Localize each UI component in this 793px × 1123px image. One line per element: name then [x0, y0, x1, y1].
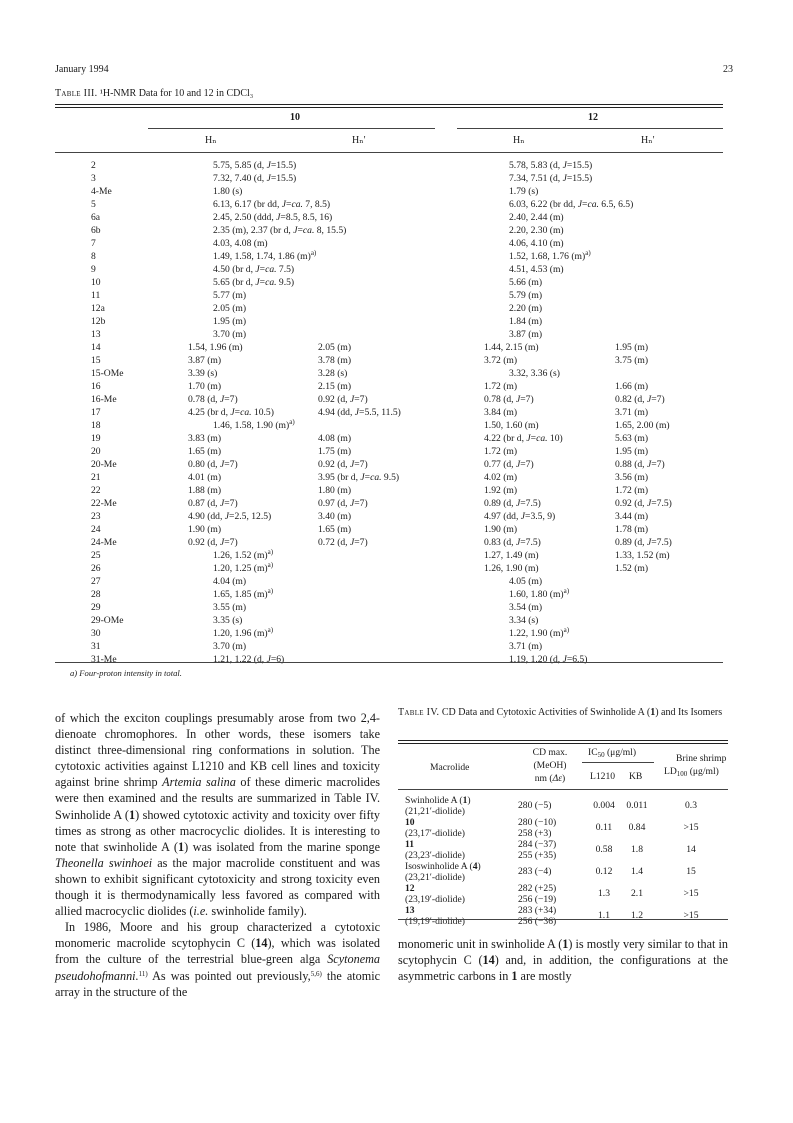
table3-cell-a: 3.70 (m): [213, 641, 247, 652]
table3-group12-rule: [457, 128, 723, 129]
table3-col-hn-12: Hₙ: [513, 135, 525, 146]
table4-kb-value: 2.1: [631, 888, 643, 899]
table3-cell-pos: 31: [91, 641, 101, 652]
table3-cell-a: 1.95 (m): [213, 316, 247, 327]
table3-row: [0, 628, 793, 641]
table4-l1210-value: 0.58: [595, 844, 613, 855]
table3-row: [0, 407, 793, 420]
table4-brine-value: 14: [686, 844, 696, 855]
table4-macrolide-diolide: (19,19′-diolide): [405, 916, 465, 927]
table3-cell-c: 1.90 (m): [484, 524, 518, 535]
table3-cell-pos: 6a: [91, 212, 101, 223]
table3-cell-pos: 20: [91, 446, 101, 457]
table3-cell-c: 7.34, 7.51 (d, J=15.5): [509, 173, 593, 184]
table4-brine-value: 0.3: [685, 800, 697, 811]
table3-row: [0, 186, 793, 199]
table4-macrolide-name: 11: [405, 839, 415, 850]
table3-row: [0, 264, 793, 277]
table3-row: [0, 160, 793, 173]
table3-cell-pos: 8: [91, 251, 96, 262]
table3-cell-pos: 15-OMe: [91, 368, 124, 379]
table4-header-macrolide: Macrolide: [430, 762, 470, 773]
table3-row: [0, 303, 793, 316]
table3-cell-c: 1.72 (m): [484, 446, 518, 457]
table3-cell-d: 3.71 (m): [615, 407, 649, 418]
table3-cell-d: 0.89 (d, J=7.5): [615, 537, 672, 548]
table3-cell-a: 7.32, 7.40 (d, J=15.5): [213, 173, 297, 184]
table3-cell-a: 5.65 (br d, J=ca. 9.5): [213, 277, 295, 288]
table3-cell-c: 3.87 (m): [509, 329, 543, 340]
table3-cell-a: 5.75, 5.85 (d, J=15.5): [213, 160, 297, 171]
table3-row: [0, 290, 793, 303]
table3-header-rule: [55, 152, 723, 153]
table3-cell-d: 1.95 (m): [615, 342, 649, 353]
running-header-date: January 1994: [55, 64, 109, 75]
table3-row: [0, 394, 793, 407]
table3-col-hn-prime-10: Hₙ′: [352, 135, 366, 146]
table3-cell-d: 1.52 (m): [615, 563, 649, 574]
table3-cell-pos: 18: [91, 420, 101, 431]
table3-cell-a: 1.65, 1.85 $(m)^{a)}$: [213, 587, 274, 600]
table3-footnote: a) Four-proton intensity in total.: [70, 668, 182, 678]
table3-row: [0, 589, 793, 602]
table3-cell-b: 2.15 (m): [318, 381, 352, 392]
table4-cd-value: 283 (+34): [518, 905, 557, 916]
table3-row: [0, 173, 793, 186]
table3-cell-a: 2.05 (m): [213, 303, 247, 314]
table3-cell-c: 4.97 (dd, J=3.5, 9): [484, 511, 556, 522]
table3-cell-d: 5.63 (m): [615, 433, 649, 444]
table3-cell-pos: 31-Me: [91, 654, 117, 665]
table3-cell-d: 3.75 (m): [615, 355, 649, 366]
table3-cell-c: 4.51, 4.53 (m): [509, 264, 564, 275]
table3-cell-c: 3.54 (m): [509, 602, 543, 613]
table4-ic50-rule: [582, 762, 654, 763]
body-right-column: [398, 936, 728, 984]
table4-macrolide-diolide: (23,21′-diolide): [405, 872, 465, 883]
table3-group-12: 12: [588, 112, 598, 123]
table4-cd-value: 256 (−19): [518, 894, 557, 905]
table3-cell-c: 1.27, 1.49 (m): [484, 550, 539, 561]
table4-cd-value: 284 (−37): [518, 839, 557, 850]
table3-cell-c: 2.20 (m): [509, 303, 543, 314]
table3-cell-a: 0.78 (d, J=7): [188, 394, 238, 405]
table3-cell-c: 0.89 (d, J=7.5): [484, 498, 541, 509]
table3-row: [0, 550, 793, 563]
table3-cell-pos: 13: [91, 329, 101, 340]
table3-cell-a: 1.26, 1.52 $(m)^{a)}$: [213, 548, 274, 561]
table4-header-cd-3: nm (Δε): [534, 773, 566, 784]
table3-cell-a: 3.35 (s): [213, 615, 243, 626]
table3-cell-d: 0.88 (d, J=7): [615, 459, 665, 470]
table3-cell-a: 1.20, 1.96 $(m)^{a)}$: [213, 626, 274, 639]
table3-cell-pos: 25: [91, 550, 101, 561]
table3-cell-d: 1.95 (m): [615, 446, 649, 457]
table4-macrolide-diolide: (23,17′-diolide): [405, 828, 465, 839]
table3-col-hn-10: Hₙ: [205, 135, 217, 146]
table3-cell-pos: 21: [91, 472, 101, 483]
table3-cell-c: 1.84 (m): [509, 316, 543, 327]
table3-cell-pos: 29-OMe: [91, 615, 124, 626]
table3-cell-pos: 4-Me: [91, 186, 112, 197]
table3-cell-b: 4.94 (dd, J=5.5, 11.5): [318, 407, 401, 418]
table3-cell-c: 3.72 (m): [484, 355, 518, 366]
table3-cell-pos: 12b: [91, 316, 106, 327]
table3-cell-a: 1.65 (m): [188, 446, 222, 457]
table3-caption: [55, 88, 253, 99]
table3-cell-pos: 3: [91, 173, 96, 184]
table3-row: [0, 381, 793, 394]
table3-cell-c: 4.06, 4.10 (m): [509, 238, 564, 249]
table3-cell-pos: 5: [91, 199, 96, 210]
table3-cell-pos: 27: [91, 576, 101, 587]
table4-header-ic50: $IC_{50}$ (μg/ml): [588, 747, 637, 759]
table4-header-cd-1: CD max.: [532, 747, 568, 758]
table3-cell-pos: 14: [91, 342, 101, 353]
table4-header-l1210: L1210: [590, 771, 616, 782]
table4-bottom-rule: [398, 919, 728, 920]
table4-label: Table IV.: [398, 707, 440, 718]
table3-cell-d: 3.56 (m): [615, 472, 649, 483]
table3-cell-a: 4.25 (br d, J=ca. 10.5): [188, 407, 274, 418]
table3-cell-a: 1.49, 1.58, 1.74, 1.86 $(m)^{a)}$: [213, 249, 317, 262]
table3-cell-d: 0.82 (d, J=7): [615, 394, 665, 405]
table3-bottom-rule: [55, 662, 723, 663]
table3-top-rule: [55, 104, 723, 105]
table4-l1210-value: 1.3: [598, 888, 610, 899]
table3-row: [0, 316, 793, 329]
table4-macrolide-diolide: (23,23′-diolide): [405, 850, 465, 861]
table3-cell-a: 1.88 (m): [188, 485, 222, 496]
table4-kb-value: 1.8: [631, 844, 643, 855]
table3-row: [0, 251, 793, 264]
table3-cell-d: 1.72 (m): [615, 485, 649, 496]
table3-cell-pos: 19: [91, 433, 101, 444]
table4-cd-value: 280 (−5): [518, 800, 552, 811]
table3-cell-pos: 24: [91, 524, 101, 535]
table3-row: [0, 472, 793, 485]
table3-cell-a: 2.35 (m), 2.37 (br d, J=ca. 8, 15.5): [213, 225, 347, 236]
table3-cell-pos: 6b: [91, 225, 101, 236]
table3-cell-pos: 22: [91, 485, 101, 496]
table3-cell-a: 1.70 (m): [188, 381, 222, 392]
table3-cell-c: 3.71 (m): [509, 641, 543, 652]
table4-l1210-value: 0.12: [595, 866, 613, 877]
table3-cell-c: 0.78 (d, J=7): [484, 394, 534, 405]
table3-cell-a: 3.39 (s): [188, 368, 218, 379]
table4-kb-value: 1.2: [631, 910, 643, 921]
table4-l1210-value: 0.004: [593, 800, 615, 811]
table3-cell-a: 1.90 (m): [188, 524, 222, 535]
table3-row: [0, 615, 793, 628]
table3-cell-b: 2.05 (m): [318, 342, 352, 353]
table3-row: [0, 238, 793, 251]
table3-cell-pos: 15: [91, 355, 101, 366]
table3-row: [0, 355, 793, 368]
body-left-column: [55, 710, 380, 1000]
table3-cell-d: 0.92 (d, J=7.5): [615, 498, 672, 509]
table3-cell-a: 1.21, 1.22 (d, J=6): [213, 654, 285, 665]
table3-cell-d: 3.44 (m): [615, 511, 649, 522]
body-left-paragraph-2: In 1986, Moore and his group characterized a cytotoxic monomeric macrolide scytophycin C (14), which was isolated from the culture of the terrestrial blue-green alga Scytonema pseudohofmanni.$^{11)}$ As was pointed out previously,$^{5,6)}$ the atomic array in the structure of the: [55, 920, 380, 999]
table3-cell-a: 0.80 (d, J=7): [188, 459, 238, 470]
table3-row: [0, 446, 793, 459]
body-right-paragraph-1: monomeric unit in swinholide A (1) is mostly very similar to that in scytophycin C (14) and, in addition, the configurations at the asymmetric carbons in 1 are mostly: [398, 937, 728, 984]
table3-row: [0, 420, 793, 433]
table3-cell-pos: 30: [91, 628, 101, 639]
table4-header-rule: [398, 789, 728, 790]
table3-cell-c: 3.84 (m): [484, 407, 518, 418]
table3-cell-c: 1.79 (s): [509, 186, 539, 197]
table3-cell-a: 3.70 (m): [213, 329, 247, 340]
table3-cell-c: 1.60, 1.80 $(m)^{a)}$: [509, 587, 570, 600]
table3-row: [0, 212, 793, 225]
table3-row: [0, 199, 793, 212]
table4-header-kb: KB: [629, 771, 643, 782]
table3-cell-a: 4.90 (dd, J=2.5, 12.5): [188, 511, 272, 522]
table3-row: [0, 641, 793, 654]
table3-row: [0, 524, 793, 537]
table4-cd-value: 256 (−36): [518, 916, 557, 927]
table3-cell-b: 1.80 (m): [318, 485, 352, 496]
table4-cd-value: 280 (−10): [518, 817, 557, 828]
table4-l1210-value: 1.1: [598, 910, 610, 921]
table4-caption: [398, 707, 728, 719]
table3-row: [0, 498, 793, 511]
table3-cell-b: 4.08 (m): [318, 433, 352, 444]
table4-caption-text: CD Data and Cytotoxic Activities of Swinholide A (1) and Its Isomers: [441, 707, 723, 718]
table3-cell-a: 4.01 (m): [188, 472, 222, 483]
table3-cell-pos: 9: [91, 264, 96, 275]
table3-cell-d: 1.66 (m): [615, 381, 649, 392]
table3-cell-c: 0.83 (d, J=7.5): [484, 537, 541, 548]
table3-row: [0, 342, 793, 355]
table3-cell-pos: 2: [91, 160, 96, 171]
table3-cell-b: 3.40 (m): [318, 511, 352, 522]
table3-group-10: 10: [290, 112, 300, 123]
table3-cell-a: 1.46, 1.58, 1.90 $(m)^{a)}$: [213, 418, 295, 431]
table3-row: [0, 511, 793, 524]
table4-brine-value: >15: [683, 822, 699, 833]
table3-cell-pos: 28: [91, 589, 101, 600]
table4-cd-value: 255 (+35): [518, 850, 557, 861]
table3-cell-pos: 23: [91, 511, 101, 522]
table3-cell-b: 3.28 (s): [318, 368, 348, 379]
table4-top-rule: [398, 740, 728, 741]
table4-macrolide-name: Swinholide A (1): [405, 795, 471, 806]
table3-row: [0, 576, 793, 589]
table3-row: [0, 563, 793, 576]
table3-cell-a: 3.83 (m): [188, 433, 222, 444]
table4-top-rule-2: [398, 743, 728, 744]
table3-cell-a: 6.13, 6.17 (br dd, J=ca. 7, 8.5): [213, 199, 331, 210]
table3-cell-a: 0.87 (d, J=7): [188, 498, 238, 509]
table3-caption-text: ¹H-NMR Data for 10 and 12 in CDCl₃: [99, 88, 254, 99]
table4-header-brine-2: $LD_{100}$ (μg/ml): [664, 766, 719, 778]
table3-row: [0, 225, 793, 238]
table3-cell-c: 1.19, 1.20 (d, J=6.5): [509, 654, 588, 665]
table3-group10-rule: [148, 128, 435, 129]
table4-cd-value: 258 (+3): [518, 828, 552, 839]
table3-cell-a: 2.45, 2.50 (ddd, J=8.5, 8.5, 16): [213, 212, 333, 223]
table3-cell-c: 4.02 (m): [484, 472, 518, 483]
table4-cd-value: 282 (+25): [518, 883, 557, 894]
table4-header-cd-2: (MeOH): [533, 760, 567, 771]
table3-cell-c: 1.26, 1.90 (m): [484, 563, 539, 574]
table3-cell-b: 3.78 (m): [318, 355, 352, 366]
table3-cell-pos: 24-Me: [91, 537, 117, 548]
table3-cell-c: 3.32, 3.36 (s): [509, 368, 560, 379]
table4-macrolide-name: 13: [405, 905, 415, 916]
table3-cell-pos: 10: [91, 277, 101, 288]
table3-cell-b: 3.95 (br d, J=ca. 9.5): [318, 472, 400, 483]
table3-cell-c: 2.40, 2.44 (m): [509, 212, 564, 223]
table3-cell-pos: 26: [91, 563, 101, 574]
table4-l1210-value: 0.11: [595, 822, 613, 833]
table4-macrolide-name: Isoswinholide A (4): [405, 861, 481, 872]
table3-cell-d: 1.78 (m): [615, 524, 649, 535]
table3-cell-c: 3.34 (s): [509, 615, 539, 626]
table3-label: Table III.: [55, 88, 98, 99]
table3-cell-c: 5.79 (m): [509, 290, 543, 301]
table3-cell-b: 0.97 (d, J=7): [318, 498, 368, 509]
table3-cell-pos: 12a: [91, 303, 105, 314]
table3-row: [0, 485, 793, 498]
table3-cell-d: 1.33, 1.52 (m): [615, 550, 670, 561]
table3-top-rule-2: [55, 107, 723, 108]
table4-brine-value: >15: [683, 888, 699, 899]
table3-cell-d: 1.65, 2.00 (m): [615, 420, 670, 431]
table3-cell-a: 0.92 (d, J=7): [188, 537, 238, 548]
table3-cell-a: 5.77 (m): [213, 290, 247, 301]
table3-cell-c: 1.92 (m): [484, 485, 518, 496]
body-left-paragraph-1: of which the exciton couplings presumably arose from two 2,4-dienoate chromophores. In other words, these isomers take distinct three-dimensional ring conformations in solution. The cytotoxic activities against L1210 and KB cell lines and toxicity against brine shrimp Artemia salina of these dimeric macrolides were then examined and the results are summarized in Table IV. Swinholide A (1) showed cytotoxic activity and toxicity over fifty times as strong as other macrocyclic diolides. It is interesting to note that swinholide A (1) was isolated from the marine sponge Theonella swinhoei as the major macrolide constituent and was shown to exhibit significant cytotoxicity and strong toxicity even though it is thermodynamically less favored as compared with allied macrocyclic diolides (i.e. swinholide family).: [55, 711, 380, 919]
table3-cell-c: 1.52, 1.68, 1.76 $(m)^{a)}$: [509, 249, 591, 262]
table3-cell-a: 1.54, 1.96 (m): [188, 342, 243, 353]
table4-kb-value: 0.84: [628, 822, 646, 833]
table3-cell-c: 4.05 (m): [509, 576, 543, 587]
table3-row: [0, 277, 793, 290]
table3-row: [0, 459, 793, 472]
table3-cell-b: 0.92 (d, J=7): [318, 459, 368, 470]
table3-cell-pos: 16: [91, 381, 101, 392]
table3-cell-pos: 20-Me: [91, 459, 117, 470]
table4-brine-value: 15: [686, 866, 696, 877]
table3-cell-c: 1.22, 1.90 $(m)^{a)}$: [509, 626, 570, 639]
table3-cell-c: 4.22 (br d, J=ca. 10): [484, 433, 563, 444]
table3-cell-pos: 11: [91, 290, 101, 301]
table4-macrolide-name: 12: [405, 883, 415, 894]
table3-cell-a: 4.04 (m): [213, 576, 247, 587]
table3-row: [0, 368, 793, 381]
table3-cell-b: 0.72 (d, J=7): [318, 537, 368, 548]
table3-row: [0, 329, 793, 342]
table3-cell-c: 2.20, 2.30 (m): [509, 225, 564, 236]
page-number: 23: [723, 64, 733, 75]
table3-row: [0, 433, 793, 446]
table3-cell-b: 0.92 (d, J=7): [318, 394, 368, 405]
table3-col-hn-prime-12: Hₙ′: [641, 135, 655, 146]
table3-cell-b: 1.75 (m): [318, 446, 352, 457]
table3-cell-c: 1.72 (m): [484, 381, 518, 392]
table3-cell-pos: 7: [91, 238, 96, 249]
table3-cell-a: 4.50 (br d, J=ca. 7.5): [213, 264, 295, 275]
table4-macrolide-name: 10: [405, 817, 415, 828]
table3-cell-a: 1.20, 1.25 $(m)^{a)}$: [213, 561, 274, 574]
table3-row: [0, 537, 793, 550]
table3-cell-c: 1.50, 1.60 (m): [484, 420, 539, 431]
table4-cd-value: 283 (−4): [518, 866, 552, 877]
table4-macrolide-diolide: (23,19′-diolide): [405, 894, 465, 905]
table3-cell-b: 1.65 (m): [318, 524, 352, 535]
table3-cell-pos: 16-Me: [91, 394, 117, 405]
table3-cell-c: 5.78, 5.83 (d, J=15.5): [509, 160, 593, 171]
table3-cell-pos: 22-Me: [91, 498, 117, 509]
table3-cell-c: 1.44, 2.15 (m): [484, 342, 539, 353]
table3-cell-a: 3.55 (m): [213, 602, 247, 613]
table4-macrolide-diolide: (21,21′-diolide): [405, 806, 465, 817]
table3-cell-a: 3.87 (m): [188, 355, 222, 366]
table3-row: [0, 654, 793, 667]
table3-cell-pos: 29: [91, 602, 101, 613]
table3-cell-a: 1.80 (s): [213, 186, 243, 197]
table3-cell-c: 0.77 (d, J=7): [484, 459, 534, 470]
table4-header-brine-1: Brine shrimp: [676, 753, 727, 764]
table3-cell-a: 4.03, 4.08 (m): [213, 238, 268, 249]
table4-kb-value: 0.011: [626, 800, 648, 811]
table4-brine-value: >15: [683, 910, 699, 921]
table3-cell-c: 5.66 (m): [509, 277, 543, 288]
table3-row: [0, 602, 793, 615]
table3-cell-pos: 17: [91, 407, 101, 418]
table3-cell-c: 6.03, 6.22 (br dd, J=ca. 6.5, 6.5): [509, 199, 634, 210]
table4-kb-value: 1.4: [631, 866, 643, 877]
